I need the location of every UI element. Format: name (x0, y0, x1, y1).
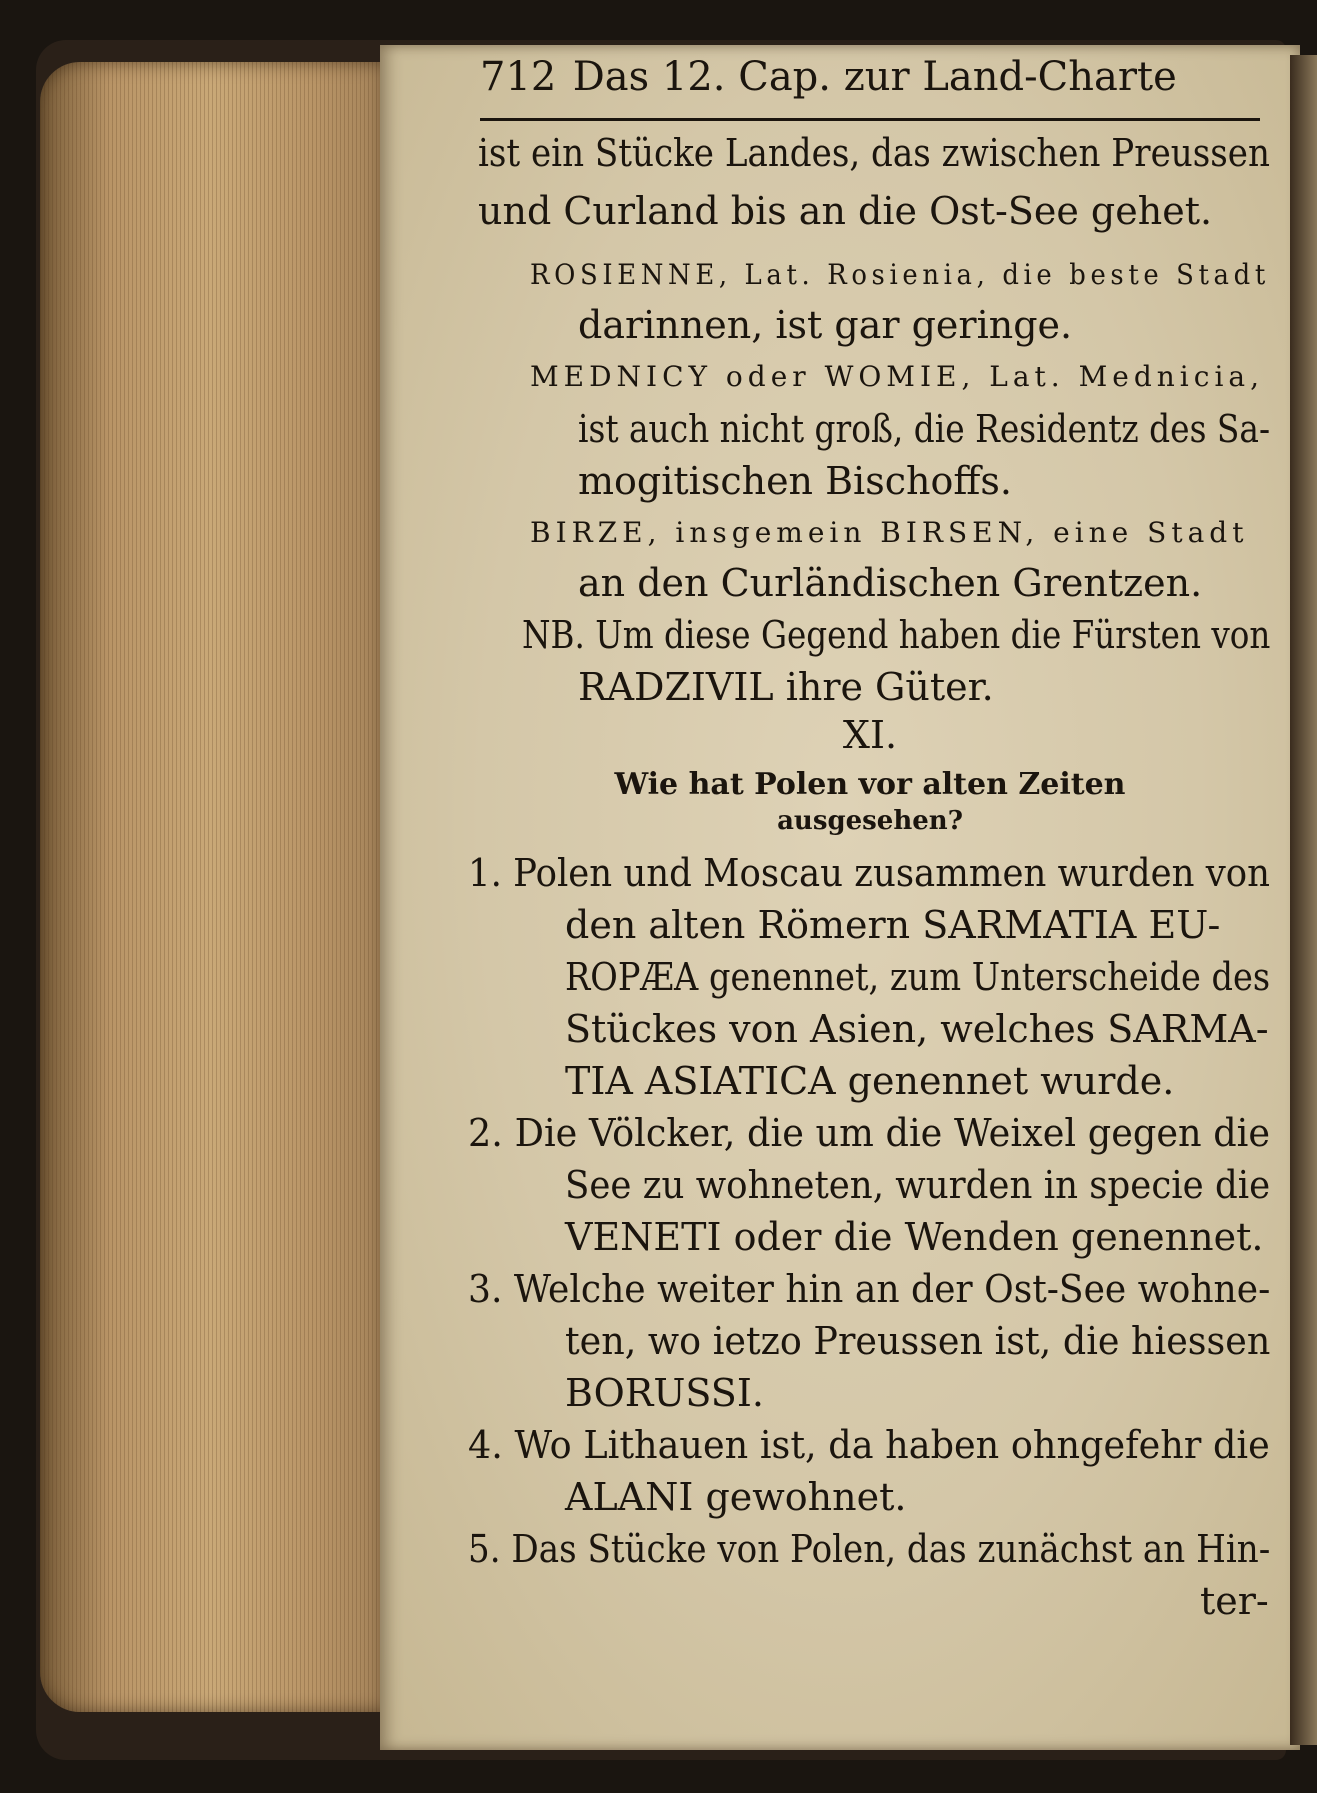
text-line: 1. Polen und Moscau zusammen wurden von (468, 851, 1271, 895)
adjacent-page-edge (1290, 55, 1317, 1745)
running-title: Das 12. Cap. zur Land-Charte (572, 54, 1177, 100)
text-line: BIRZE, insgemein BIRSEN, eine Stadt (530, 516, 1249, 549)
text-line: TIA ASIATICA genennet wurde. (565, 1059, 1175, 1103)
text-line: VENETI oder die Wenden genennet. (565, 1215, 1264, 1259)
text-line: 2. Die Völcker, die um die Weixel gegen die (468, 1111, 1271, 1155)
text-line: den alten Römern SARMATIA EU- (565, 903, 1221, 947)
text-line: See zu wohneten, wurden in specie die (565, 1163, 1271, 1207)
text-line: mogitischen Bischoffs. (578, 459, 1012, 503)
text-line: MEDNICY oder WOMIE, Lat. Mednicia, (530, 360, 1264, 393)
section-heading: Wie hat Polen vor alten Zeiten (614, 767, 1126, 802)
text-line: ALANI gewohnet. (565, 1475, 907, 1519)
catchword: ter- (1200, 1579, 1269, 1623)
text-line: 4. Wo Lithauen ist, da haben ohngefehr die (468, 1423, 1270, 1467)
text-line: RADZIVIL ihre Güter. (578, 665, 994, 709)
text-line: ist auch nicht groß, die Residentz des Sa- (578, 407, 1271, 451)
text-line: ten, wo ietzo Preussen ist, die hiessen (565, 1319, 1271, 1363)
section-heading: ausgesehen? (777, 806, 963, 836)
text-line: NB. Um diese Gegend haben die Fürsten von (522, 613, 1271, 657)
page-header (480, 54, 1260, 114)
text-line: Stückes von Asien, welches SARMA- (565, 1007, 1269, 1051)
text-line: und Curland bis an die Ost-See gehet. (478, 189, 1213, 233)
page-number: 712 (480, 54, 557, 100)
section-number: XI. (842, 713, 898, 757)
page-edges (40, 62, 385, 1712)
text-line: ist ein Stücke Landes, das zwischen Preussen (478, 131, 1270, 175)
text-line: 3. Welche weiter hin an der Ost-See wohne- (468, 1267, 1271, 1311)
text-line: an den Curländischen Grentzen. (578, 561, 1203, 605)
text-line: BORUSSI. (565, 1371, 764, 1415)
text-line: 5. Das Stücke von Polen, das zunächst an Hin- (468, 1527, 1271, 1571)
header-rule (480, 118, 1260, 121)
text-line: ROPÆA genennet, zum Unterscheide des (565, 955, 1271, 999)
text-line: darinnen, ist gar geringe. (578, 303, 1073, 347)
text-line: ROSIENNE, Lat. Rosienia, die beste Stadt (530, 258, 1270, 291)
